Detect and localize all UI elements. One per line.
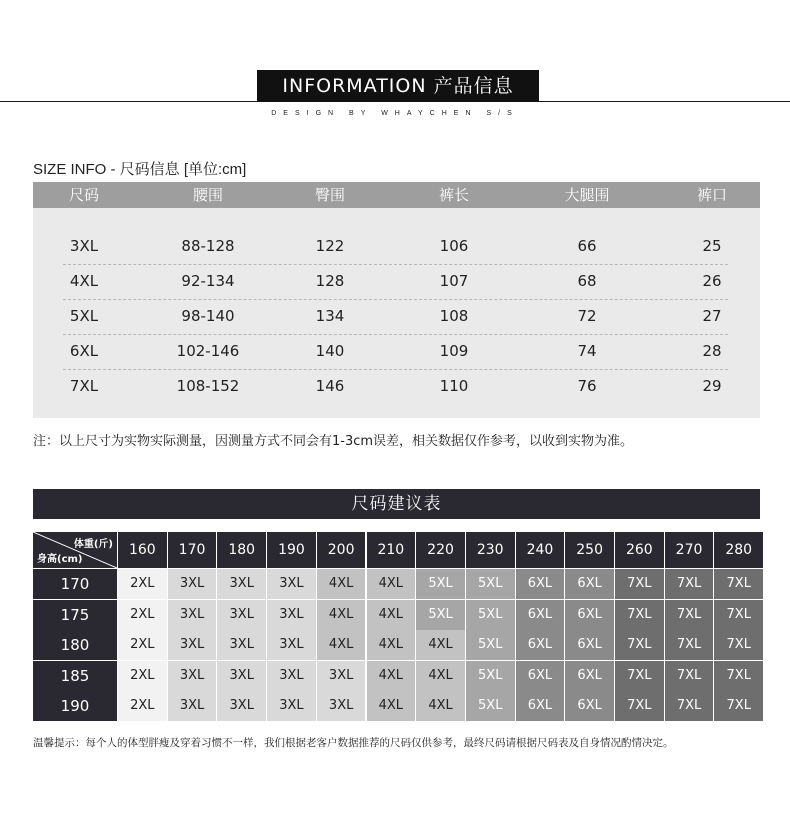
size-recommendation-cell: 5XL xyxy=(466,691,515,721)
size-cell: 26 xyxy=(702,272,722,290)
weight-header: 250 xyxy=(565,532,614,568)
size-recommendation-cell: 4XL xyxy=(416,661,465,691)
size-recommendation-cell: 7XL xyxy=(714,569,763,599)
weight-header: 200 xyxy=(317,532,366,568)
size-cell: 98-140 xyxy=(181,307,235,325)
size-recommendation-cell: 6XL xyxy=(565,691,614,721)
size-recommendation-cell: 7XL xyxy=(665,691,714,721)
size-recommendation-cell: 4XL xyxy=(317,630,366,660)
size-recommendation-cell: 3XL xyxy=(267,569,316,599)
size-recommendation-cell: 7XL xyxy=(665,661,714,691)
weight-header: 220 xyxy=(416,532,465,568)
size-recommendation-cell: 3XL xyxy=(168,691,217,721)
weight-header: 280 xyxy=(714,532,763,568)
size-recommendation-cell: 4XL xyxy=(367,661,416,691)
size-cell: 29 xyxy=(702,377,722,395)
weight-header: 180 xyxy=(217,532,266,568)
size-recommendation-cell: 2XL xyxy=(118,630,167,660)
size-recommendation-cell: 5XL xyxy=(466,661,515,691)
sizing-tip: 温馨提示：每个人的体型胖瘦及穿着习惯不一样，我们根据老客户数据推荐的尺码仅供参考，最终尺码请根据尺码表及自身情况酌情决定。 xyxy=(33,737,674,749)
size-recommendation-cell: 6XL xyxy=(516,600,565,630)
size-recommendation-cell: 7XL xyxy=(665,600,714,630)
size-col-header: 大腿围 xyxy=(564,186,610,204)
size-row xyxy=(63,299,728,335)
size-recommendation-cell: 6XL xyxy=(565,600,614,630)
size-cell: 140 xyxy=(315,342,345,360)
size-row xyxy=(63,264,728,300)
size-cell: 146 xyxy=(315,377,345,395)
size-recommendation-cell: 2XL xyxy=(118,600,167,630)
page-title: INFORMATION 产品信息 xyxy=(257,70,539,102)
height-header: 175 xyxy=(33,600,117,630)
weight-header: 160 xyxy=(118,532,167,568)
size-info-table xyxy=(33,182,760,418)
height-header: 185 xyxy=(33,661,117,691)
size-col-header: 腰围 xyxy=(192,186,223,204)
height-axis-label: 身高(cm) xyxy=(37,554,83,565)
size-cell: 74 xyxy=(577,342,597,360)
size-recommendation-cell: 7XL xyxy=(615,569,664,599)
recommendation-title: 尺码建议表 xyxy=(33,489,760,519)
size-recommendation-cell: 6XL xyxy=(516,661,565,691)
size-recommendation-cell: 7XL xyxy=(615,600,664,630)
size-recommendation-cell: 2XL xyxy=(118,691,167,721)
size-recommendation-cell: 3XL xyxy=(168,630,217,660)
size-cell: 122 xyxy=(315,237,345,255)
size-recommendation-cell: 6XL xyxy=(516,569,565,599)
size-recommendation-cell: 3XL xyxy=(267,691,316,721)
height-header: 170 xyxy=(33,569,117,599)
size-cell: 4XL xyxy=(69,272,99,290)
size-cell: 72 xyxy=(577,307,597,325)
size-cell: 68 xyxy=(577,272,597,290)
size-col-header: 裤长 xyxy=(438,186,469,204)
height-header: 190 xyxy=(33,691,117,721)
size-cell: 88-128 xyxy=(181,237,235,255)
size-recommendation-cell: 7XL xyxy=(714,600,763,630)
size-recommendation-cell: 3XL xyxy=(267,630,316,660)
size-recommendation-cell: 2XL xyxy=(118,661,167,691)
size-recommendation-cell: 3XL xyxy=(267,661,316,691)
size-cell: 128 xyxy=(315,272,345,290)
size-recommendation-cell: 6XL xyxy=(565,661,614,691)
size-recommendation-cell: 7XL xyxy=(714,691,763,721)
size-recommendation-cell: 7XL xyxy=(615,630,664,660)
size-recommendation-cell: 7XL xyxy=(615,691,664,721)
size-row xyxy=(63,334,728,370)
size-recommendation-cell: 5XL xyxy=(416,600,465,630)
size-recommendation-cell: 3XL xyxy=(168,569,217,599)
weight-header: 270 xyxy=(665,532,714,568)
size-recommendation-cell: 7XL xyxy=(714,630,763,660)
size-cell: 102-146 xyxy=(176,342,240,360)
grid-corner-header xyxy=(33,532,117,568)
size-cell: 107 xyxy=(439,272,469,290)
size-cell: 28 xyxy=(702,342,722,360)
size-cell: 6XL xyxy=(69,342,99,360)
size-recommendation-cell: 3XL xyxy=(267,600,316,630)
size-table-header xyxy=(33,182,760,208)
size-cell: 3XL xyxy=(69,237,99,255)
size-recommendation-cell: 5XL xyxy=(466,600,515,630)
size-cell: 108-152 xyxy=(176,377,240,395)
size-recommendation-cell: 7XL xyxy=(615,661,664,691)
size-recommendation-cell: 3XL xyxy=(217,600,266,630)
size-recommendation-cell: 3XL xyxy=(217,630,266,660)
size-cell: 66 xyxy=(577,237,597,255)
size-row xyxy=(63,369,728,404)
size-col-header: 臀围 xyxy=(314,186,345,204)
size-recommendation-cell: 4XL xyxy=(367,630,416,660)
size-recommendation-cell: 4XL xyxy=(367,691,416,721)
size-cell: 92-134 xyxy=(181,272,235,290)
weight-header: 230 xyxy=(466,532,515,568)
size-recommendation-cell: 3XL xyxy=(217,569,266,599)
size-recommendation-cell: 5XL xyxy=(466,569,515,599)
size-cell: 109 xyxy=(439,342,469,360)
size-recommendation-cell: 7XL xyxy=(714,661,763,691)
size-cell: 25 xyxy=(702,237,722,255)
weight-header: 210 xyxy=(367,532,416,568)
size-cell: 5XL xyxy=(69,307,99,325)
size-recommendation-cell: 6XL xyxy=(565,569,614,599)
size-recommendation-cell: 7XL xyxy=(665,569,714,599)
size-cell: 134 xyxy=(315,307,345,325)
size-recommendation-cell: 3XL xyxy=(217,691,266,721)
height-header: 180 xyxy=(33,630,117,660)
weight-header: 260 xyxy=(615,532,664,568)
size-col-header: 尺码 xyxy=(68,186,99,204)
size-col-header: 裤口 xyxy=(696,186,727,204)
size-recommendation-cell: 4XL xyxy=(317,569,366,599)
weight-header: 170 xyxy=(168,532,217,568)
size-recommendation-cell: 3XL xyxy=(317,691,366,721)
size-cell: 106 xyxy=(439,237,469,255)
weight-axis-label: 体重(斤) xyxy=(73,539,113,550)
size-cell: 7XL xyxy=(69,377,99,395)
size-recommendation-cell: 3XL xyxy=(168,661,217,691)
weight-header: 240 xyxy=(516,532,565,568)
weight-header: 190 xyxy=(267,532,316,568)
size-row xyxy=(63,229,728,265)
size-recommendation-cell: 7XL xyxy=(665,630,714,660)
size-recommendation-cell: 4XL xyxy=(367,569,416,599)
size-cell: 76 xyxy=(577,377,597,395)
size-recommendation-cell: 3XL xyxy=(168,600,217,630)
size-recommendation-cell: 4XL xyxy=(317,600,366,630)
size-recommendation-cell: 3XL xyxy=(217,661,266,691)
size-recommendation-grid xyxy=(33,532,760,724)
size-recommendation-cell: 4XL xyxy=(416,630,465,660)
size-recommendation-cell: 6XL xyxy=(516,630,565,660)
size-cell: 27 xyxy=(702,307,722,325)
size-recommendation-cell: 6XL xyxy=(565,630,614,660)
size-recommendation-cell: 4XL xyxy=(416,691,465,721)
size-cell: 108 xyxy=(439,307,469,325)
size-cell: 110 xyxy=(439,377,469,395)
size-recommendation-cell: 5XL xyxy=(416,569,465,599)
size-recommendation-cell: 2XL xyxy=(118,569,167,599)
size-recommendation-cell: 4XL xyxy=(367,600,416,630)
size-recommendation-cell: 3XL xyxy=(317,661,366,691)
page-subtitle: DESIGN BY WHAYCHEN S/S xyxy=(271,110,519,117)
size-recommendation-cell: 5XL xyxy=(466,630,515,660)
size-info-title: SIZE INFO - 尺码信息 [单位:cm] xyxy=(33,161,247,178)
measurement-note: 注：以上尺寸为实物实际测量，因测量方式不同会有1-3cm误差，相关数据仅作参考，以收到实物为准。 xyxy=(33,434,634,449)
size-recommendation-cell: 6XL xyxy=(516,691,565,721)
